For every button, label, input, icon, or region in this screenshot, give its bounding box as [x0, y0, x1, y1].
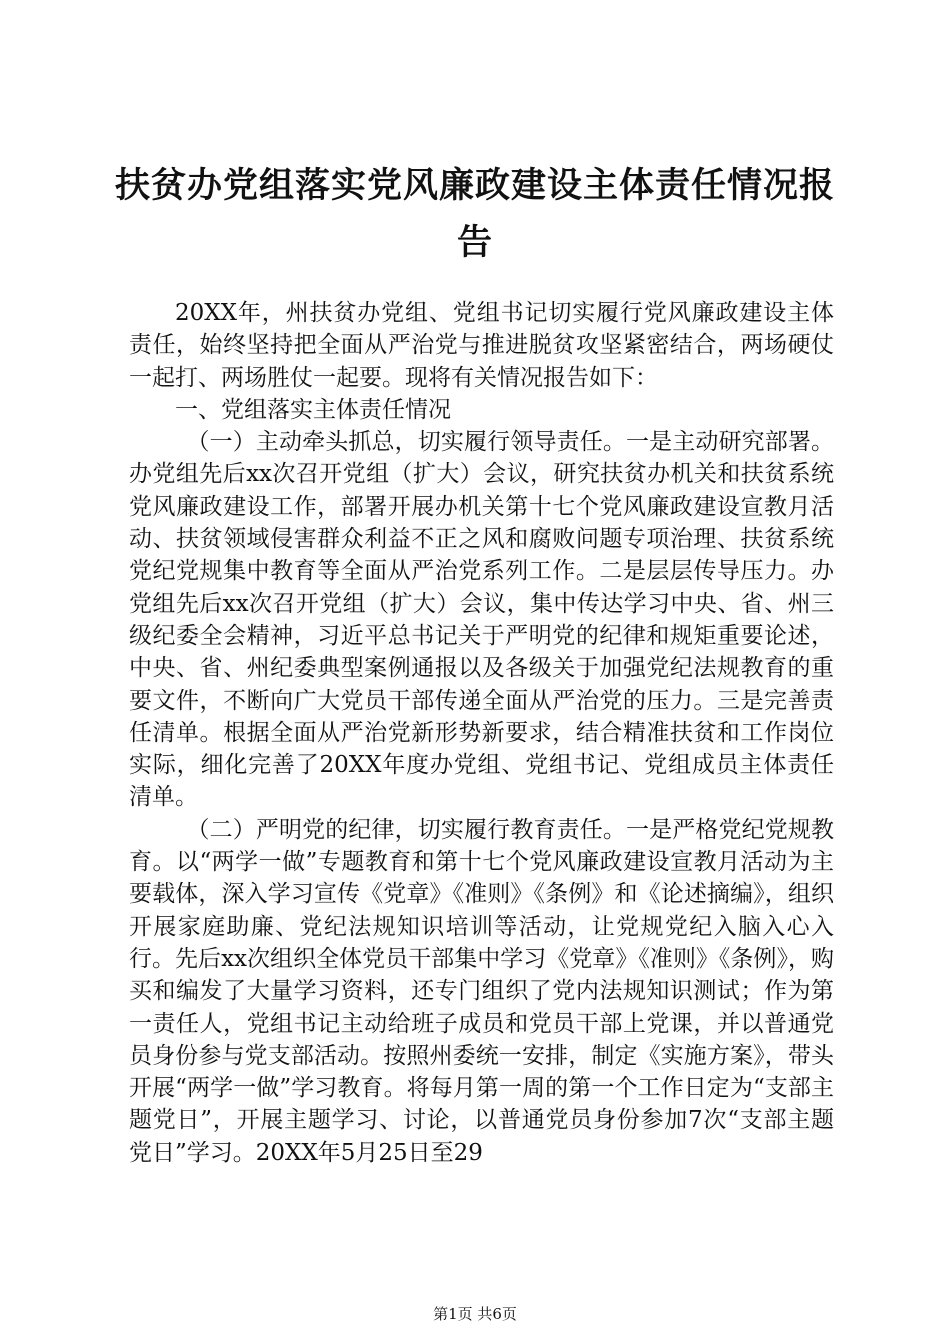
paragraph-intro: 20XX年，州扶贫办党组、党组书记切实履行党风廉政建设主体责任，始终坚持把全面从严治党与推进脱贫攻坚紧密结合，两场硬仗一起打、两场胜仗一起要。现将有关情况报告如下： — [129, 300, 834, 391]
document-title: 扶贫办党组落实党风廉政建设主体责任情况报告 — [114, 166, 835, 263]
paragraph-subsection-2: （二）严明党的纪律，切实履行教育责任。一是严格党纪党规教育。以“两学一做”专题教育和第十七个党风廉政建设宣教月活动为主要载体，深入学习宣传《党章》《准则》《条例》和《论述摘编》，组织开展家庭助廉、党纪法规知识培训等活动，让党规党纪入脑入心入行。先后xx次组织全体党员干部集中学习《党章》《准则》《条例》，购买和编发了大量学习资料，还专门组织了党内法规知识测试；作为第一责任人，党组书记主动给班子成员和党员干部上党课，并以普通党员身份参与党支部活动。按照州委统一安排，制定《实施方案》，带头开展“两学一做”学习教育。将每月第一周的第一个工作日定为“支部主题党日”，开展主题学习、讨论，以普通党员身份参加7次“支部主题党日”学习。20XX年5月25日至29 — [129, 816, 834, 1166]
paragraph-subsection-1: （一）主动牵头抓总，切实履行领导责任。一是主动研究部署。办党组先后xx次召开党组（扩大）会议，研究扶贫办机关和扶贫系统党风廉政建设工作，部署开展办机关第十七个党风廉政建设宣教月活动、扶贫领域侵害群众利益不正之风和腐败问题专项治理、扶贫系统党纪党规集中教育等全面从严治党系列工作。二是层层传导压力。办党组先后xx次召开党组（扩大）会议，集中传达学习中央、省、州三级纪委全会精神，习近平总书记关于严明党的纪律和规矩重要论述，中央、省、州纪委典型案例通报以及各级关于加强党纪法规教育的重要文件，不断向广大党员干部传递全面从严治党的压力。三是完善责任清单。根据全面从严治党新形势新要求，结合精准扶贫和工作岗位实际，细化完善了20XX年度办党组、党组书记、党组成员主体责任清单。 — [129, 429, 834, 811]
document-body — [129, 297, 834, 1169]
page-footer: 第1页 共6页 — [433, 1305, 517, 1323]
section-heading-1: 一、党组落实主体责任情况 — [175, 396, 451, 423]
